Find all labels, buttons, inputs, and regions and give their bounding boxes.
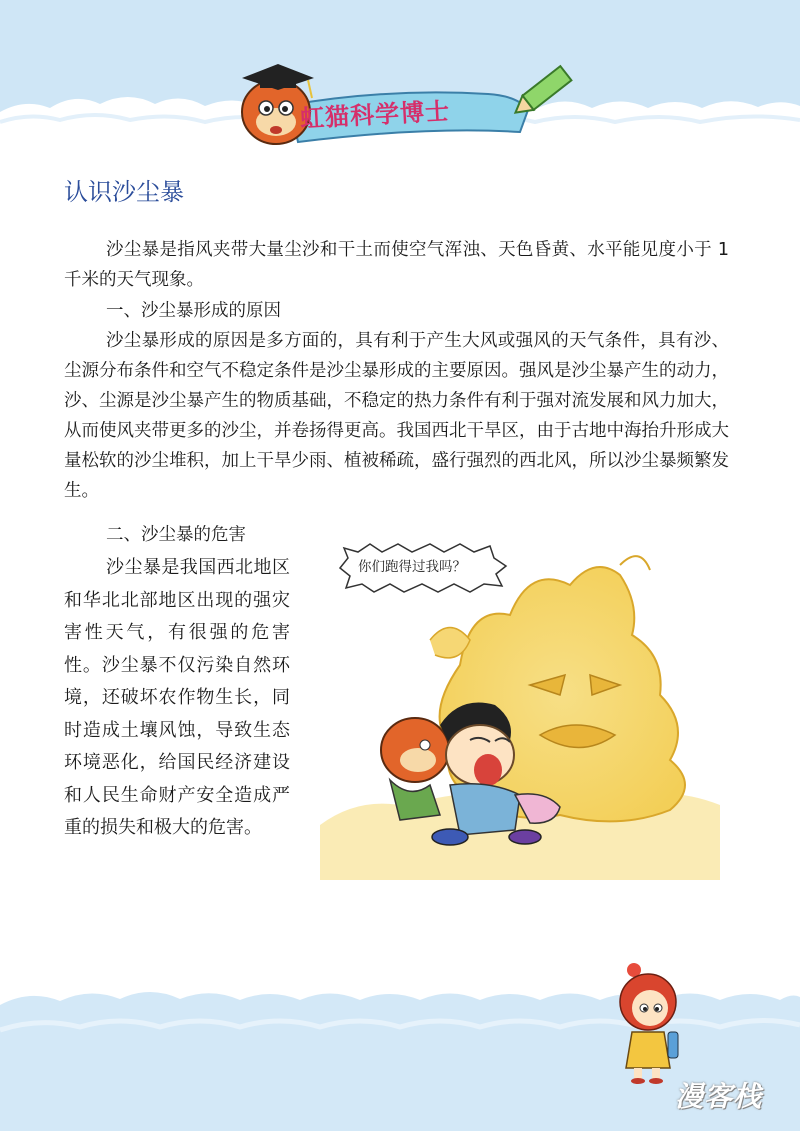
watermark: 漫客栈 (675, 1080, 763, 1113)
logo-text: 虹猫科学博士 (299, 97, 451, 133)
paragraph-harms: 沙尘暴是我国西北地区和华北北部地区出现的强灾害性天气，有很强的危害性。沙尘暴不仅污染自然环境，还破坏农作物生长，同时造成土壤风蚀，导致生态环境恶化，给国民经济建设和人民生命财产安全造成严重的损失和极大的危害。 (64, 557, 290, 838)
paragraph-causes: 沙尘暴形成的原因是多方面的，具有利于产生大风或强风的天气条件，具有沙、尘源分布条件和空气不稳定条件是沙尘暴形成的主要原因。强风是沙尘暴产生的动力，沙、尘源是沙尘暴产生的物质基础，不稳定的热力条件有利于强对流发展和风力加大，从而使风夹带更多的沙尘，并卷扬得更高。我国西北干旱区，由于古地中海抬升形成大量松软的沙尘堆积，加上干旱少雨、植被稀疏，盛行强烈的西北风，所以沙尘暴频繁发生。 (64, 331, 729, 501)
section-title: 认识沙尘暴 (64, 178, 184, 206)
subheading-causes: 一、沙尘暴形成的原因 (106, 301, 281, 321)
subheading-harms: 二、沙尘暴的危害 (106, 525, 246, 545)
paragraph-definition: 沙尘暴是指风夹带大量尘沙和干土而使空气浑浊、天色昏黄、水平能见度小于 1 千米的天气现象。 (64, 240, 729, 290)
girl-character (612, 960, 684, 1085)
speech-bubble-text: 你们跑得过我吗？ (358, 559, 466, 575)
